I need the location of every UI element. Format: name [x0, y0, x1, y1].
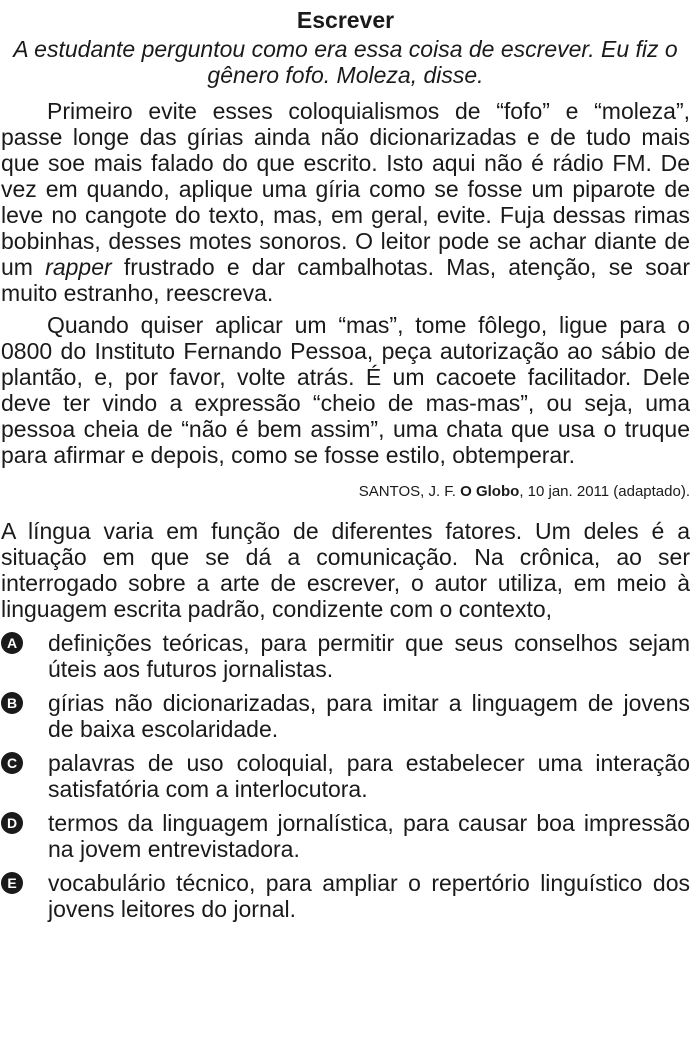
- text-subtitle: A estudante perguntou como era essa coisa de escrever. Eu fiz o gênero fofo. Moleza, disse.: [13, 36, 678, 88]
- citation-details: , 10 jan. 2011 (adaptado).: [519, 483, 690, 500]
- option-letter-a-icon: A: [1, 632, 23, 654]
- citation: [1, 482, 690, 502]
- answer-option-e[interactable]: [1, 870, 690, 922]
- option-text-e: vocabulário técnico, para ampliar o repertório linguístico dos jovens leitores do jornal.: [48, 870, 690, 922]
- answer-option-b[interactable]: [1, 690, 690, 742]
- text-title: Escrever: [296, 7, 395, 33]
- option-letter-d-icon: D: [1, 812, 23, 834]
- option-text-b: gírias não dicionarizadas, para imitar a linguagem de jovens de baixa escolaridade.: [48, 690, 690, 742]
- text-paragraph-1: [1, 98, 690, 306]
- question-stem: A língua varia em função de diferentes fatores. Um deles é a situação em que se dá a comunicação. Na crônica, ao ser interrogado sobre a arte de escrever, o autor utiliza, em meio à linguagem escrita padrão, condizente com o contexto,: [1, 518, 690, 622]
- option-text-a: definições teóricas, para permitir que seus conselhos sejam úteis aos futuros jornalistas.: [48, 630, 690, 682]
- answer-option-d[interactable]: [1, 810, 690, 862]
- answer-options: [1, 630, 690, 922]
- option-text-d: termos da linguagem jornalística, para causar boa impressão na jovem entrevistadora.: [48, 810, 690, 862]
- paragraph-1-part-2: frustrado e dar cambalhotas. Mas, atenção, se soar muito estranho, reescreva.: [1, 254, 690, 306]
- option-text-c: palavras de uso coloquial, para estabelecer uma interação satisfatória com a interlocutora.: [48, 750, 690, 802]
- paragraph-1-part-1: Primeiro evite esses coloquialismos de “fofo” e “moleza”, passe longe das gírias ainda não dicionarizadas e de tudo mais que soe mais falado do que escrito. Isto aqui não é rádio FM. De vez em quando, aplique uma gíria como se fosse um piparote de leve no cangote do texto, mas, em geral, evite. Fuja dessas rimas bobinhas, desses motes sonoros. O leitor pode se achar diante de um: [1, 98, 690, 280]
- option-letter-b-icon: B: [1, 692, 23, 714]
- citation-author: SANTOS, J. F.: [358, 483, 456, 500]
- answer-option-a[interactable]: [1, 630, 690, 682]
- citation-source: O Globo: [460, 483, 520, 500]
- option-letter-c-icon: C: [1, 752, 23, 774]
- text-paragraph-2: Quando quiser aplicar um “mas”, tome fôlego, ligue para o 0800 do Instituto Fernando Pessoa, peça autorização ao sábio de plantão, e, por favor, volte atrás. É um cacoete facilitador. Dele deve ter vindo a expressão “cheio de mas-mas”, ou seja, uma pessoa cheia de “não é bem assim”, uma chata que usa o truque para afirmar e depois, como se fosse estilo, obtemperar.: [1, 312, 690, 468]
- answer-option-c[interactable]: [1, 750, 690, 802]
- paragraph-1-emphasis: rapper: [45, 254, 112, 280]
- option-letter-e-icon: E: [1, 872, 23, 894]
